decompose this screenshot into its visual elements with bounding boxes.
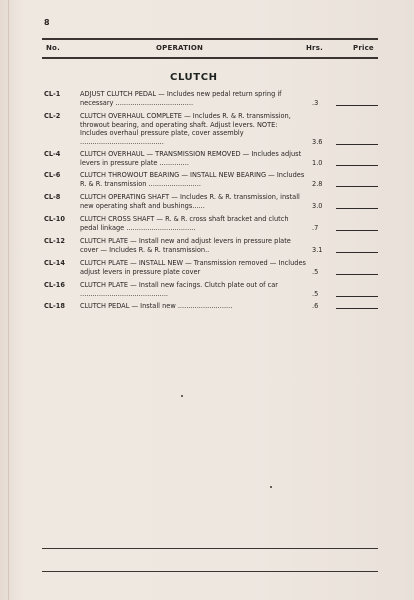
price-blank-line [336,144,378,145]
operation-hours: .6 [312,302,319,310]
operation-detail: — Install new .......................... [129,302,233,310]
operation-name: CLUTCH OPERATING SHAFT [80,193,170,201]
footer-rule-upper [42,548,378,549]
operation-detail: — Includes new pedal return spring if necessary ..................................... [80,90,282,107]
operation-description [80,150,306,167]
operation-description [80,302,306,311]
operation-name: CLUTCH OVERHAUL COMPLETE [80,112,182,120]
operation-code: CL-8 [44,193,61,201]
operation-hours: 2.8 [312,179,323,188]
operation-detail: — Includes R. & R. transmission, install new operating shaft and bushings...... [80,193,300,210]
header-top-rule [42,38,378,40]
price-blank-line [336,308,378,309]
operation-code: CL-10 [44,215,65,223]
operation-code: CL-14 [44,259,65,267]
price-blank-line [336,252,378,253]
price-blank-line [336,274,378,275]
price-blank-line [336,186,378,187]
operation-hours: .5 [312,267,319,276]
operation-code: CL-4 [44,150,61,158]
operation-description [80,215,306,232]
operation-description [80,193,306,210]
operation-name: ADJUST CLUTCH PEDAL [80,90,157,98]
operation-code: CL-16 [44,281,65,289]
operation-code: CL-2 [44,112,61,120]
operation-description [80,112,306,146]
operation-name: CLUTCH CROSS SHAFT [80,215,155,223]
operation-hours: 1.0 [312,158,323,167]
operation-name: CLUTCH THROWOUT BEARING — INSTALL NEW BEARING [80,171,267,179]
section-title: CLUTCH [170,72,218,83]
operation-hours: 3.0 [312,201,323,210]
column-header-price: Price [353,44,374,52]
column-header-hrs: Hrs. [306,44,323,52]
operation-name: CLUTCH PLATE — INSTALL NEW [80,259,184,267]
operation-detail: — Install new facings. Clutch plate out of car .......................................... [80,281,278,298]
paper-speck [181,395,183,397]
operation-hours: 3.6 [312,137,323,146]
price-blank-line [336,230,378,231]
operation-code: CL-1 [44,90,61,98]
price-blank-line [336,165,378,166]
operation-description [80,237,306,254]
price-blank-line [336,296,378,297]
price-blank-line [336,105,378,106]
operation-name: CLUTCH PEDAL [80,302,130,310]
paper-speck [270,486,272,488]
column-header-operation: OPERATION [156,44,204,52]
price-blank-line [336,208,378,209]
operation-detail: — R. & R. cross shaft bracket and clutch pedal linkage ................................. [80,215,289,232]
operation-code: CL-18 [44,302,65,310]
operation-code: CL-12 [44,237,65,245]
page-number: 8 [44,18,50,27]
operation-code: CL-6 [44,171,61,179]
operation-detail: — Install new and adjust levers in pressure plate cover — Includes R. & R. transmission.. [80,237,291,254]
operation-detail: — Includes R. & R. transmission, throwout bearing, and operating shaft. Adjust levers. NOTE: Includes overhaul pressure plate, cover assembly ........................................ [80,112,291,146]
operation-detail: — Includes adjust levers in pressure plate .............. [80,150,302,167]
page-spine-edge [8,0,9,600]
operation-description [80,171,306,188]
footer-rule-lower [42,571,378,572]
operation-description [80,90,306,107]
operation-hours: .5 [312,289,319,298]
operation-name: CLUTCH OVERHAUL — TRANSMISSION REMOVED [80,150,241,158]
operation-detail: — Includes R. & R. transmission ......................... [80,171,305,188]
operation-description [80,259,306,276]
operation-hours: .7 [312,223,319,232]
operation-name: CLUTCH PLATE [80,237,129,245]
header-bottom-rule [42,57,378,59]
operation-hours: 3.1 [312,245,323,254]
column-header-no: No. [46,44,60,52]
operation-name: CLUTCH PLATE [80,281,129,289]
operation-hours: .3 [312,98,319,107]
operation-description [80,281,306,298]
operation-detail: — Transmission removed — Includes adjust levers in pressure plate cover [80,259,306,276]
